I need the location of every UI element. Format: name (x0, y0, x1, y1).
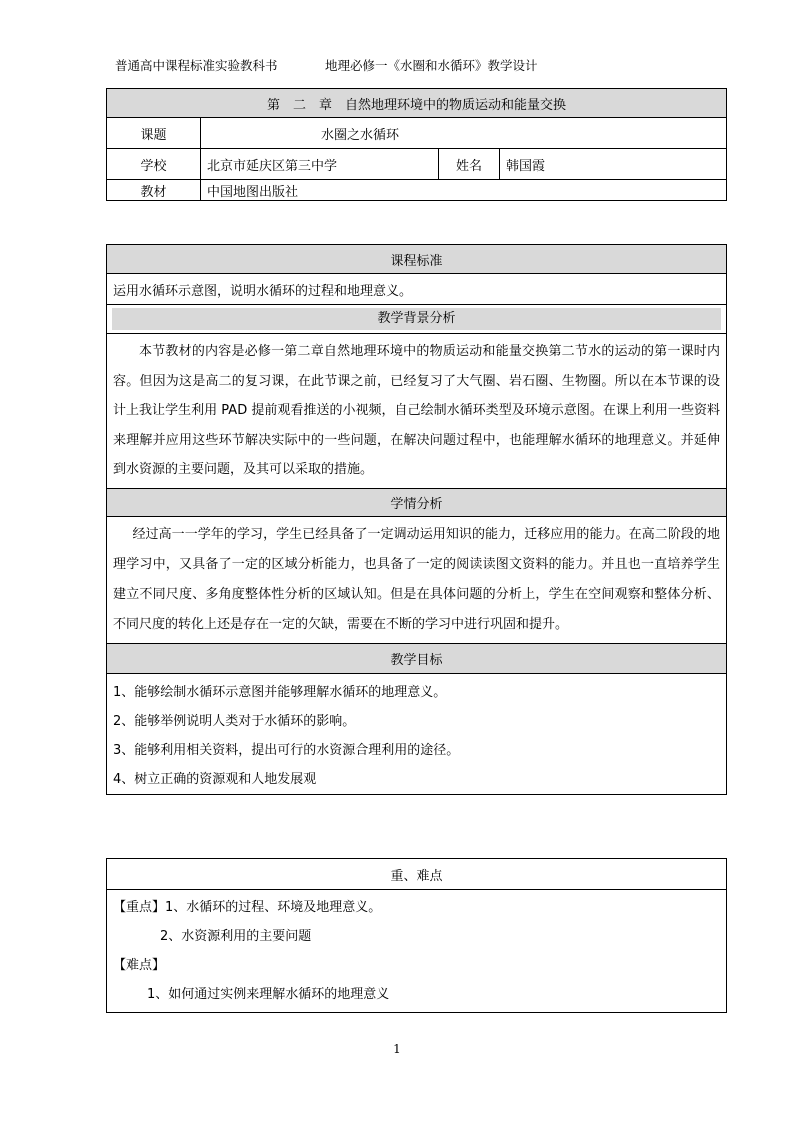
students-title: 学情分析 (107, 488, 727, 516)
header-left: 普通高中课程标准实验教科书 (115, 58, 278, 73)
textbook-label: 教材 (107, 180, 201, 201)
goals-list (107, 673, 727, 794)
name-value: 韩国霞 (500, 149, 727, 180)
goal-item: 3、能够利用相关资料，提出可行的水资源合理利用的途径。 (113, 742, 460, 758)
chapter-title: 第 二 章 自然地理环境中的物质运动和能量交换 (107, 89, 727, 118)
school-label: 学校 (107, 149, 201, 180)
key-label: 【重点】 (113, 900, 166, 915)
key-item: 1、水循环的过程、环境及地理意义。 (165, 900, 382, 915)
textbook-value: 中国地图出版社 (201, 180, 727, 201)
key-item: 2、水资源利用的主要问题 (160, 929, 312, 944)
goals-title: 教学目标 (107, 643, 727, 673)
school-value: 北京市延庆区第三中学 (201, 149, 439, 180)
students-text: 经过高一一学年的学习，学生已经具备了一定调动运用知识的能力，迁移应用的能力。在高二阶段的地理学习中，又具备了一定的区域分析能力，也具备了一定的阅读读图文资料的能力。并且也一直培养学生建立不同尺度、多角度整体性分析的区域认知。但是在具体问题的分析上，学生在空间观察和整体分析、不同尺度的转化上还是存在一定的欠缺，需要在不断的学习中进行巩固和提升。 (107, 516, 727, 643)
background-title: 教学背景分析 (112, 308, 721, 330)
page-number: 1 (393, 1042, 401, 1056)
goal-item: 1、能够绘制水循环示意图并能够理解水循环的地理意义。 (113, 684, 447, 700)
topic-value: 水圈之水循环 (201, 118, 727, 149)
header-right: 地理必修一《水圈和水循环》教学设计 (325, 58, 538, 73)
background-text: 本节教材的内容是必修一第二章自然地理环境中的物质运动和能量交换第二节水的运动的第一课时内容。但因为这是高二的复习课，在此节课之前，已经复习了大气圈、岩石圈、生物圈。所以在本节课的设计上我让学生利用 PAD 提前观看推送的小视频，自己绘制水循环类型及环境示意图。在课上利用一些资料来理解并应用这些环节解决实际中的一些问题，在解决问题过程中，也能理解水循环的地理意义。并延伸到水资源的主要问题，及其可以采取的措施。 (107, 334, 727, 489)
difficult-label: 【难点】 (113, 958, 166, 973)
info-table (106, 88, 727, 201)
key-points-title: 重、难点 (107, 859, 727, 890)
key-points-body (107, 890, 727, 1013)
key-points-table (106, 858, 727, 1013)
difficult-item: 1、如何通过实例来理解水循环的地理意义 (147, 987, 390, 1002)
goal-item: 2、能够举例说明人类对于水循环的影响。 (113, 713, 356, 729)
goal-item: 4、树立正确的资源观和人地发展观 (113, 771, 317, 787)
standard-title: 课程标准 (107, 245, 727, 274)
topic-label: 课题 (107, 118, 201, 149)
name-label: 姓名 (439, 149, 500, 180)
standard-text: 运用水循环示意图，说明水循环的过程和地理意义。 (107, 274, 727, 305)
main-table (106, 244, 727, 795)
background-title-cell (107, 305, 727, 334)
